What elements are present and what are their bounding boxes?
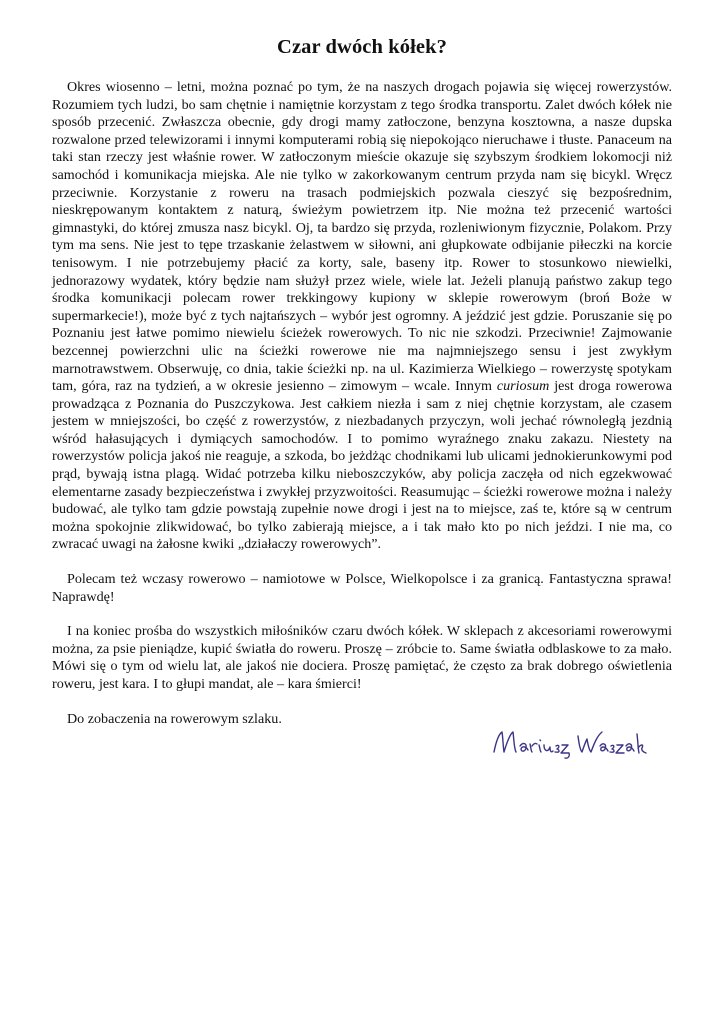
body-paragraph-3: I na koniec prośba do wszystkich miłośników czaru dwóch kółek. W sklepach z akcesoriami rowerowymi można, za psie pieniądze, kupić światła do roweru. Proszę – zróbcie to. Same światła odblaskowe to za mało. Mówi się o tym od wielu lat, ale jakoś nie dociera. Proszę pamiętać, że często za brak dobrego oświetlenia roweru, jest kara. I to głupi mandat, ale – kara śmierci! (52, 623, 672, 692)
paragraph-text: Okres wiosenno – letni, można poznać po tym, że na naszych drogach pojawia się więcej rowerzystów. Rozumiem tych ludzi, bo sam chętnie i namiętnie korzystam z tego środka transportu. Zalet dwóch kółek nie sposób przecenić. Zwłaszcza obecnie, gdy drogi mamy zatłoczone, benzyna kosztowna, a nasze dupska rozwalone przed telewizorami i innymi komputerami robią się niepokojąco nieruchawe i tłuste. Panaceum na taki stan rzeczy jest właśnie rower. W zatłoczonym mieście okazuje się szybszym środkiem lokomocji niż samochód i komunikacja miejska. Ale nie tylko w zakorkowanym centrum przyda nam się bicykl. Wręcz przeciwnie. Korzystanie z roweru na trasach podmiejskich pozwala cieszyć się bezpośrednim, nieskrępowanym kontaktem z naturą, świeżym powietrzem itp. Nie można też przecenić wartości gimnastyki, do której zmusza nasz bicykl. Oj, ta bardzo się przyda, rozleniwionym fizycznie, Polakom. Przy tym ma sens. Nie jest to tępe trzaskanie żelastwem w siłowni, ani głupkowate odbijanie piłeczki na korcie tenisowym. I nie potrzebujemy płacić za korty, sale, baseny itp. Rower to stosunkowo niewielki, jednorazowy wydatek, który będzie nam służył przez wiele, wiele lat. Jeżeli planują państwo zakup tego środka komunikacji polecam rower trekkingowy kupiony w sklepie rowerowym (broń Boże w supermarkecie!), może być z tych najtańszych – wybór jest ogromny. A jeździć jest gdzie. Poruszanie się po Poznaniu jest łatwe pomimo niewielu ścieżek rowerowych. To nic nie szkodzi. Przeciwnie! Zajmowanie bezcennej powierzchni ulic na ścieżki rowerowe nie ma najmniejszego sensu i jest zwykłym marnotrawstwem. Obserwuję, co dnia, takie ścieżki np. na ul. Kazimierza Wielkiego – rowerzystę spotykam tam, góra, raz na tydzień, a w okresie jesienno – zimowym – wcale. Innym (52, 79, 672, 395)
document-page (52, 30, 672, 745)
page-title: Czar dwóch kółek? (277, 36, 447, 58)
closing-line: Do zobaczenia na rowerowym szlaku. (67, 710, 282, 727)
italic-term: curiosum (496, 378, 550, 395)
paragraph-text: jest droga rowerowa prowadząca z Poznania do Puszczykowa. Jest całkiem niezła i sam z niej chętnie korzystam, ale czasem jestem w mniejszości, bo część z rowerzystów, z niezbadanych przyczyn, woli jechać równoległą jezdnią wśród hałasujących i dymiących samochodów. I to pomimo wyraźnego znaku zakazu. Niestety na rowerzystów policja jakoś nie reaguje, a szkoda, bo jeżdżąc chodnikami lub ulicami jednokierunkowymi pod prąd, bywają istna plagą. Widać potrzeba kilku nieboszczyków, aby policja zaczęła od nich egzekwować elementarne zasady bezpieczeństwa i zwykłej przyzwoitości. Reasumując – ścieżki rowerowe można i należy budować, ale tylko tam gdzie powstają zupełnie nowe drogi i jest na to miejsce, zaś te, które są w centrum można spokojnie zlikwidować, bo tylko zabierają miejsce, a i tak mało kto po nich jeździ. I nie ma, co zwracać uwagi na żałosne kwiki „działaczy rowerowych”. (52, 378, 672, 553)
body-paragraph-1 (52, 79, 672, 554)
body-paragraph-2: Polecam też wczasy rowerowo – namiotowe w Polsce, Wielkopolsce i za granicą. Fantastyczna sprawa! Naprawdę! (52, 571, 672, 605)
handwritten-signature (490, 722, 650, 762)
